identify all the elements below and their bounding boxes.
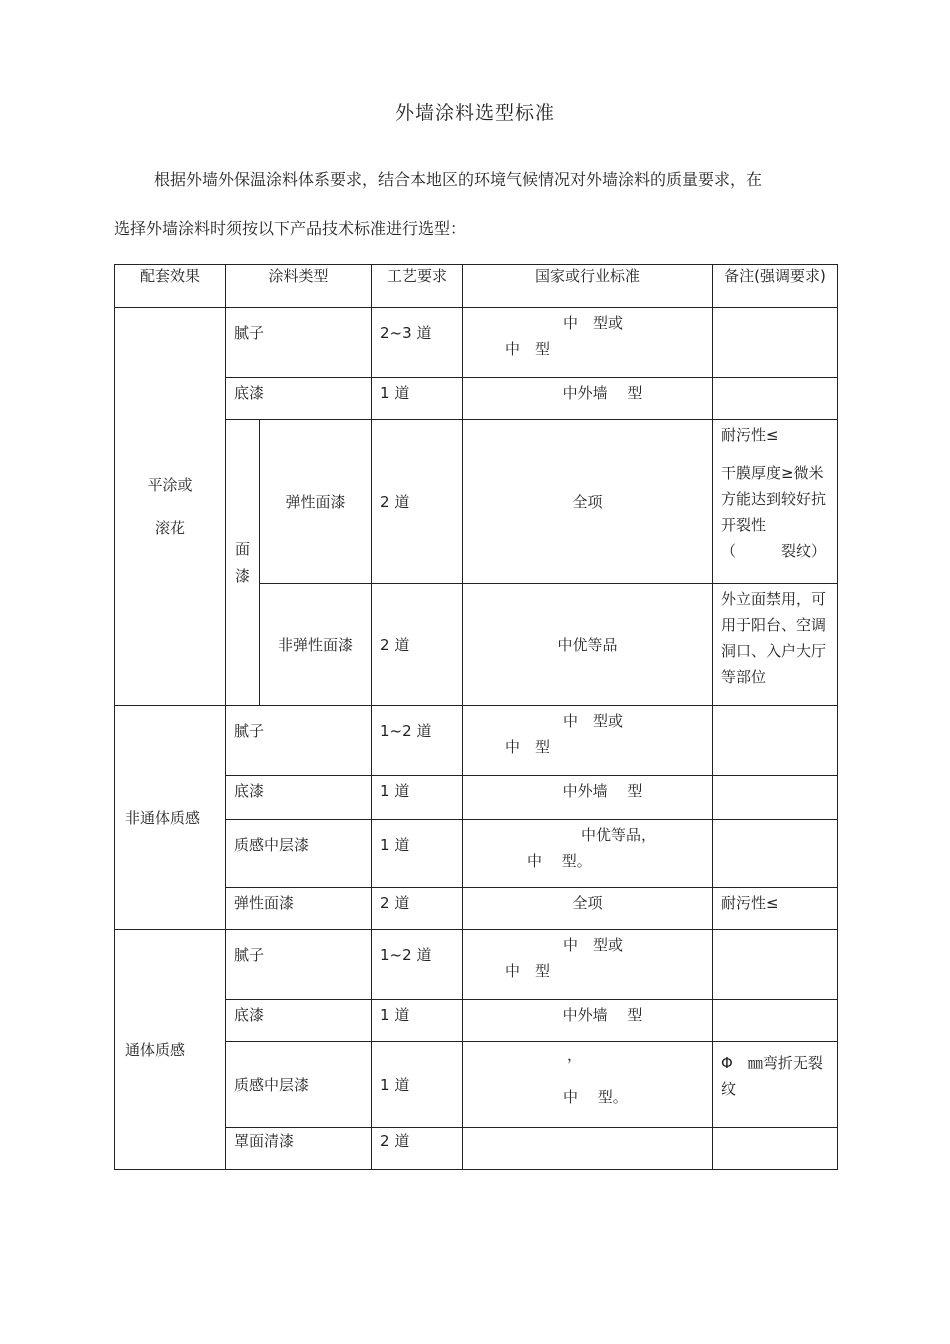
table-row	[115, 308, 838, 378]
type-putty: 腻子	[234, 946, 265, 964]
standard-putty-line-2: 中 型	[505, 738, 551, 756]
header-standard: 国家或行业标准	[463, 265, 713, 308]
type-putty: 腻子	[234, 324, 265, 342]
note-empty	[713, 1128, 838, 1170]
standard-putty-line-1: 中 型或	[563, 936, 624, 954]
process-primer: 1 道	[380, 1006, 410, 1024]
note-nonelastic: 外立面禁用，可用于阳台、空调洞口、入户大厅等部位	[721, 590, 827, 686]
type-texture-midcoat: 质感中层漆	[226, 1042, 372, 1128]
table-header-row	[115, 265, 838, 308]
type-elastic-topcoat: 弹性面漆	[260, 420, 372, 584]
topcoat-group-label	[226, 420, 260, 706]
intro-paragraph-line-2: 选择外墙涂料时须按以下产品技术标准进行选型：	[114, 219, 467, 238]
standard-putty-line-2: 中 型	[505, 340, 551, 358]
process-elastic-topcoat: 2 道	[372, 420, 463, 584]
type-clear-topcoat: 罩面清漆	[234, 1132, 295, 1150]
standard-empty	[463, 1128, 713, 1170]
effect-cell-non-through: 非通体质感	[115, 706, 226, 930]
process-putty: 1~2 道	[380, 946, 432, 964]
effect-cell-flat	[115, 308, 226, 706]
effect-cell-through: 通体质感	[115, 930, 226, 1170]
note-empty	[713, 1000, 838, 1042]
process-primer: 1 道	[380, 384, 410, 402]
note-empty	[713, 776, 838, 820]
table-row	[115, 930, 838, 1000]
standard-texture-line-2: 中 型。	[527, 852, 592, 870]
note-empty	[713, 706, 838, 776]
standard-primer: 中外墙 型	[562, 782, 643, 800]
standard-putty-line-2: 中 型	[505, 962, 551, 980]
type-nonelastic-topcoat: 非弹性面漆	[260, 584, 372, 706]
topcoat-label-char-2: 漆	[234, 566, 250, 585]
type-primer: 底漆	[234, 1006, 265, 1024]
standard-primer: 中外墙 型	[562, 1006, 643, 1024]
note-empty	[713, 308, 838, 378]
process-nonelastic-topcoat: 2 道	[372, 584, 463, 706]
process-texture-midcoat: 1 道	[380, 836, 410, 854]
type-elastic-topcoat: 弹性面漆	[234, 894, 295, 912]
process-texture-midcoat: 1 道	[372, 1042, 463, 1128]
process-primer: 1 道	[380, 782, 410, 800]
effect-flat-line-2: 滚花	[154, 518, 185, 537]
standard-elastic-topcoat: 全项	[572, 894, 603, 912]
coating-standard-table	[114, 264, 838, 1170]
standard-putty-line-1: 中 型或	[563, 712, 624, 730]
note-crack: （ 裂纹）	[721, 542, 827, 560]
type-texture-midcoat: 质感中层漆	[234, 836, 310, 854]
standard-nonelastic-topcoat: 中优等品	[463, 584, 713, 706]
standard-putty-line-1: 中 型或	[563, 314, 624, 332]
topcoat-label-char-1: 面	[234, 539, 250, 558]
type-putty: 腻子	[234, 722, 265, 740]
note-empty	[713, 820, 838, 888]
note-empty	[713, 378, 838, 420]
header-note: 备注(强调要求)	[713, 265, 838, 308]
standard-elastic-topcoat: 全项	[463, 420, 713, 584]
standard-texture-line-2: 中 型。	[563, 1088, 628, 1106]
process-elastic-topcoat: 2 道	[380, 894, 410, 912]
note-bending-test: Φ ㎜弯折无裂纹	[721, 1054, 823, 1098]
type-primer: 底漆	[234, 782, 265, 800]
standard-texture-line-1: ，	[567, 1046, 583, 1064]
standard-primer: 中外墙 型	[562, 384, 643, 402]
note-stain-resistance: 耐污性≤	[721, 426, 779, 444]
header-type: 涂料类型	[226, 265, 372, 308]
intro-paragraph-line-1: 根据外墙外保温涂料体系要求，结合本地区的环境气候情况对外墙涂料的质量要求，在	[154, 170, 763, 189]
standard-texture-line-1: 中优等品，	[581, 826, 657, 844]
process-putty: 2~3 道	[380, 324, 432, 342]
effect-flat-line-1: 平涂或	[147, 475, 193, 494]
process-putty: 1~2 道	[380, 722, 432, 740]
table-row	[115, 706, 838, 776]
note-film-thickness: 干膜厚度≥微米方能达到较好抗开裂性	[721, 464, 827, 534]
note-stain-resistance: 耐污性≤	[721, 894, 779, 912]
header-process: 工艺要求	[372, 265, 463, 308]
header-effect: 配套效果	[115, 265, 226, 308]
type-primer: 底漆	[234, 384, 265, 402]
note-empty	[713, 930, 838, 1000]
process-clear-topcoat: 2 道	[380, 1132, 410, 1150]
page-title: 外墙涂料选型标准	[394, 102, 555, 124]
